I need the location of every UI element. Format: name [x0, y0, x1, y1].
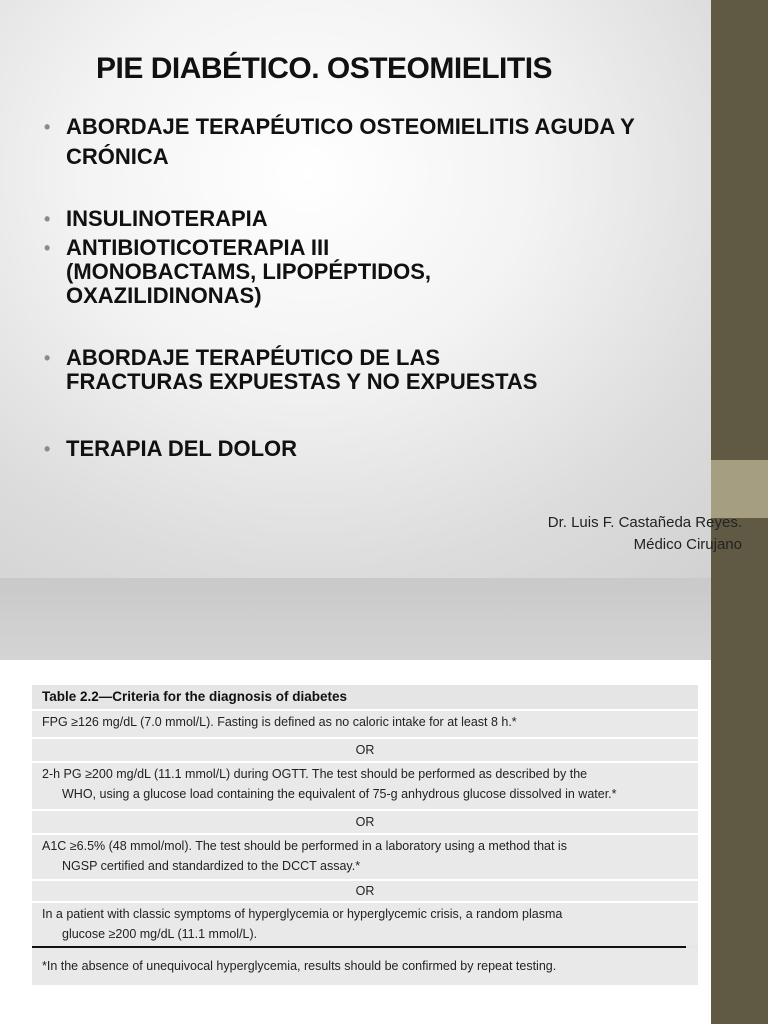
table-cell-text: A1C ≥6.5% (48 mmol/mol). The test should be performed in a laboratory using a method that is — [42, 839, 567, 853]
bullet-dot-icon: • — [44, 439, 51, 459]
bullet-item — [44, 204, 744, 234]
author-block — [548, 512, 742, 556]
slide-title: PIE DIABÉTICO. OSTEOMIELITIS — [96, 52, 553, 85]
table-cell-text: glucose ≥200 mg/dL (11.1 mmol/L). — [62, 927, 258, 941]
or-separator: OR — [355, 743, 375, 757]
bullet-line: (MONOBACTAMS, LIPOPÉPTIDOS, — [66, 259, 432, 284]
table-row-separator — [32, 809, 698, 833]
table-row — [32, 833, 698, 879]
bullet-line: INSULINOTERAPIA — [66, 206, 268, 231]
bullet-line: OXAZILIDINONAS) — [66, 283, 262, 308]
bullet-item — [44, 434, 744, 464]
or-separator: OR — [355, 815, 375, 829]
bullet-line: ANTIBIOTICOTERAPIA III — [66, 235, 330, 260]
bullet-line: CRÓNICA — [66, 144, 169, 169]
author-name: Dr. Luis F. Castañeda Reyes. — [547, 514, 742, 531]
bullet-item — [44, 236, 744, 308]
table-footnote: *In the absence of unequivocal hyperglycemia, results should be confirmed by repeat testing. — [42, 959, 557, 973]
bullet-dot-icon: • — [44, 238, 51, 258]
sidebar-accent-block — [711, 460, 768, 518]
table-row — [32, 761, 698, 809]
table-row — [32, 901, 698, 946]
table-cell-text: 2-h PG ≥200 mg/dL (11.1 mmol/L) during OGTT. The test should be performed as described by the — [42, 767, 588, 781]
table-title: Table 2.2—Criteria for the diagnosis of diabetes — [42, 689, 348, 704]
bullet-dot-icon: • — [44, 117, 51, 137]
table-cell-text: FPG ≥126 mg/dL (7.0 mmol/L). Fasting is defined as no caloric intake for at least 8 h.* — [42, 715, 517, 729]
table-row-separator — [32, 879, 698, 901]
author-title: Médico Cirujano — [633, 536, 742, 553]
bullet-line: TERAPIA DEL DOLOR — [66, 436, 298, 461]
bullet-dot-icon: • — [44, 209, 51, 229]
diagnosis-criteria-table — [32, 685, 698, 985]
bullet-item — [44, 112, 744, 172]
or-separator: OR — [355, 884, 375, 898]
bullet-line: ABORDAJE TERAPÉUTICO OSTEOMIELITIS AGUDA Y — [66, 114, 635, 139]
bullet-line: FRACTURAS EXPUESTAS Y NO EXPUESTAS — [66, 369, 538, 394]
bullet-item — [44, 346, 744, 394]
slide-gap-band — [0, 578, 711, 660]
table-cell-text: NGSP certified and standardized to the DCCT assay.* — [62, 859, 361, 873]
table-row — [32, 709, 698, 737]
bullet-dot-icon: • — [44, 348, 51, 368]
table-footnote-row — [32, 948, 698, 985]
table-cell-text: WHO, using a glucose load containing the equivalent of 75-g anhydrous glucose dissolved in water.* — [62, 787, 617, 801]
table-row-separator — [32, 737, 698, 761]
table-cell-text: In a patient with classic symptoms of hyperglycemia or hyperglycemic crisis, a random plasma — [42, 907, 563, 921]
bullet-line: ABORDAJE TERAPÉUTICO DE LAS — [66, 345, 441, 370]
